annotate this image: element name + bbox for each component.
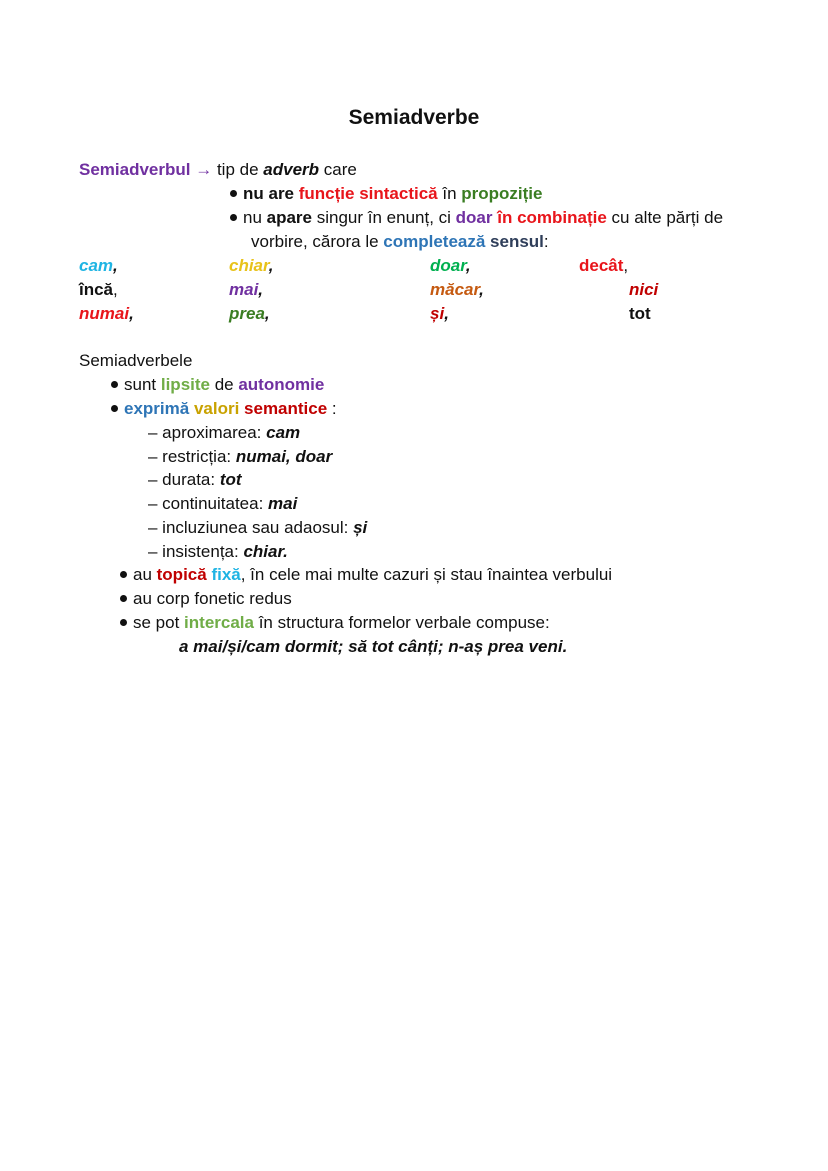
fixa-text: fixă <box>211 565 241 584</box>
mid-text: singur în enunț, ci <box>312 208 456 227</box>
functie-sintactica-text: funcție sintactică <box>298 184 438 203</box>
word-chiar: chiar, <box>229 256 274 275</box>
nu-text: nu <box>243 208 267 227</box>
word-mai: mai, <box>229 280 264 299</box>
semantice-text: semantice <box>244 399 328 418</box>
features-bullet-1 <box>111 374 324 396</box>
topica-text: topică <box>156 565 207 584</box>
valori-text: valori <box>193 399 240 418</box>
colon: : <box>543 232 549 251</box>
word-macar: măcar, <box>430 280 484 299</box>
bullet-icon <box>111 405 118 412</box>
features-bullet-2 <box>111 398 337 420</box>
bullet-icon <box>230 190 237 197</box>
bullet-icon <box>111 381 118 388</box>
value-item: – durata: tot <box>148 470 242 489</box>
rest-text: , în cele mai multe cazuri și stau înaintea verbului <box>240 565 613 584</box>
value-item: – continuitatea: mai <box>148 494 298 513</box>
definition-bullet-2-cont <box>251 231 549 253</box>
in-text: în <box>437 184 462 203</box>
value-item: – restricția: numai, doar <box>148 447 333 466</box>
term-semiadverbul: Semiadverbul <box>79 160 191 179</box>
value-item: – incluziunea sau adaosul: și <box>148 518 368 537</box>
definition-line <box>79 159 357 181</box>
value-item: – aproximarea: cam <box>148 423 301 442</box>
se-pot-text: se pot <box>133 613 185 632</box>
word-numai: numai, <box>79 304 134 323</box>
word-doar: doar, <box>430 256 471 275</box>
in-combinatie-text: în combinație <box>497 208 607 227</box>
de-text: de <box>209 375 239 394</box>
corp-fonetic-text: au corp fonetic redus <box>133 589 292 608</box>
intercala-text: intercala <box>184 613 254 632</box>
arrow-icon: → <box>195 160 213 179</box>
word-decat: decât, <box>579 256 629 275</box>
page-title: Semiadverbe <box>348 106 480 129</box>
definition-bullet-2 <box>230 207 723 229</box>
colon: : <box>327 399 337 418</box>
word-inca: încă, <box>79 280 118 299</box>
def-text-after: care <box>319 160 357 179</box>
word-prea: prea, <box>229 304 270 323</box>
lipsite-text: lipsite <box>160 375 210 394</box>
features-bullet-4 <box>120 588 292 610</box>
rest-text: cu alte părți de <box>606 208 724 227</box>
word-tot: tot <box>629 304 651 323</box>
word-si: și, <box>430 304 449 323</box>
sensul-text: sensul <box>485 232 544 251</box>
definition-bullet-1 <box>230 183 542 205</box>
section-heading-semiadverbele: Semiadverbele <box>79 351 193 370</box>
bullet-icon <box>230 214 237 221</box>
au-text: au <box>133 565 157 584</box>
word-nici: nici <box>629 280 659 299</box>
autonomie-text: autonomie <box>238 375 325 394</box>
word-cam: cam, <box>79 256 118 275</box>
completeaza-text: completează <box>383 232 486 251</box>
example-line: a mai/și/cam dormit; să tot cânți; n-aș prea veni. <box>179 637 568 656</box>
doar-text: doar <box>455 208 493 227</box>
rest-text: în structura formelor verbale compuse: <box>253 613 550 632</box>
features-bullet-5 <box>120 612 550 634</box>
features-bullet-3 <box>120 564 612 586</box>
exprima-text: exprimă <box>124 399 190 418</box>
bullet-icon <box>120 571 127 578</box>
bullet-icon <box>120 595 127 602</box>
propozitie-text: propoziție <box>461 184 543 203</box>
def-text-before: tip de <box>212 160 264 179</box>
bullet-icon <box>120 619 127 626</box>
nu-are-text: nu are <box>243 184 299 203</box>
line2-start: vorbire, cărora le <box>251 232 384 251</box>
value-item: – insistența: chiar. <box>148 542 288 561</box>
def-adverb: adverb <box>263 160 320 179</box>
sunt-text: sunt <box>124 375 161 394</box>
apare-text: apare <box>266 208 313 227</box>
